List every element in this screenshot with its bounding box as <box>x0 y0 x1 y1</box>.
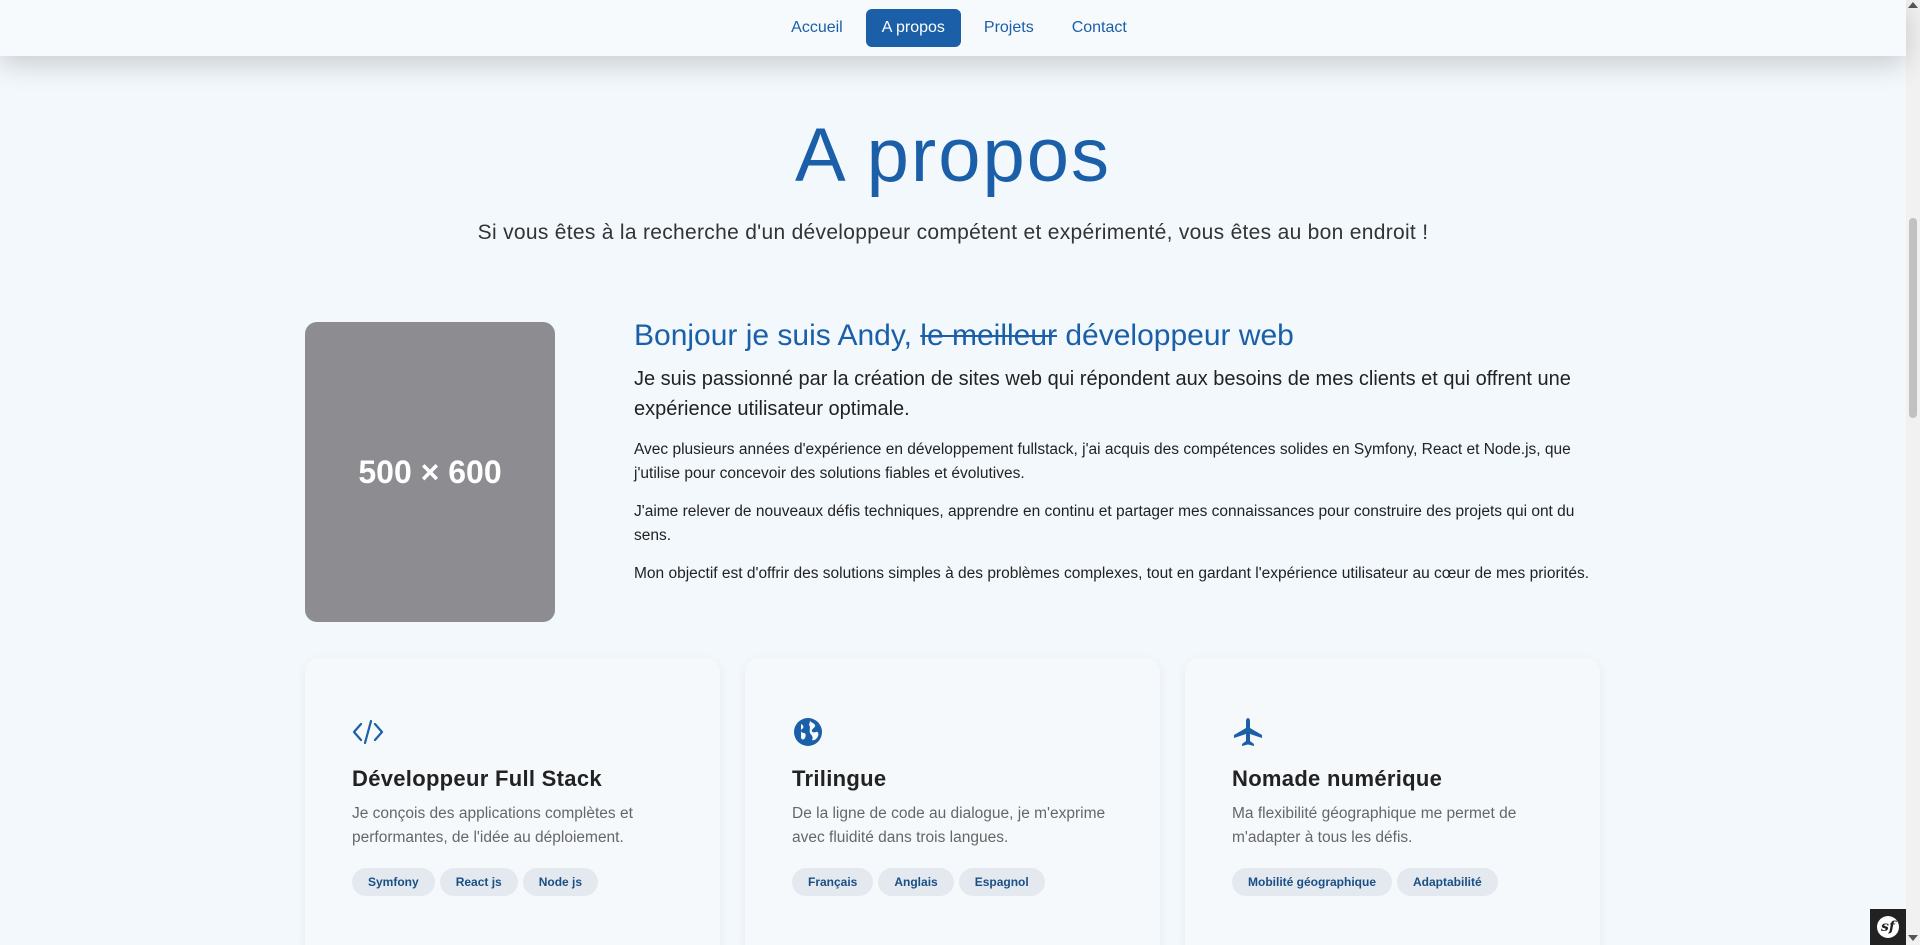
card-title: Nomade numérique <box>1232 766 1443 791</box>
tag-list <box>792 868 1113 896</box>
globe-icon <box>792 716 824 748</box>
card-title: Développeur Full Stack <box>352 766 602 791</box>
card-text: De la ligne de code au dialogue, je m'exprime avec fluidité dans trois langues. <box>792 805 1106 846</box>
tag-node: Node js <box>523 868 598 896</box>
placeholder-label: 500 × 600 <box>358 453 502 490</box>
intro-title <box>634 318 1604 354</box>
intro-section <box>634 318 1604 586</box>
card-trilingue <box>745 658 1160 945</box>
intro-paragraph-1: Avec plusieurs années d'expérience en développement fullstack, j'ai acquis des compétences solides en Symfony, React et Node.js, que j'utilise pour concevoir des solutions fiables et évolutives. <box>634 441 1571 482</box>
scroll-down-arrow-icon[interactable] <box>1908 935 1918 941</box>
symfony-debug-toolbar-toggle[interactable] <box>1870 909 1906 945</box>
intro-paragraph-2: J'aime relever de nouveaux défis techniques, apprendre en continu et partager mes connaissances pour construire des projets qui ont du sens. <box>634 503 1575 544</box>
page-scrollbar[interactable] <box>1906 0 1920 945</box>
tag-francais: Français <box>792 868 873 896</box>
page-title: A propos <box>795 113 1111 198</box>
profile-image-placeholder <box>305 322 555 622</box>
top-navbar <box>0 0 1906 56</box>
scroll-up-arrow-icon[interactable] <box>1908 2 1918 8</box>
card-title: Trilingue <box>792 766 887 791</box>
tag-adaptabilite: Adaptabilité <box>1397 868 1498 896</box>
code-icon <box>352 716 384 748</box>
nav-link-contact[interactable]: Contact <box>1071 19 1127 36</box>
tag-list <box>352 868 673 896</box>
nav-link-a-propos[interactable]: A propos <box>866 9 961 47</box>
intro-title-strikethrough: le meilleur <box>920 319 1058 352</box>
tag-react: React js <box>440 868 518 896</box>
page-subtitle: Si vous êtes à la recherche d'un développeur compétent et expérimenté, vous êtes au bon endroit ! <box>477 221 1429 244</box>
tag-espagnol: Espagnol <box>959 868 1045 896</box>
intro-title-before: Bonjour je suis Andy, <box>634 319 912 352</box>
tag-mobilite: Mobilité géographique <box>1232 868 1392 896</box>
card-nomade <box>1185 658 1600 945</box>
card-text: Je conçois des applications complètes et performantes, de l'idée au déploiement. <box>352 805 633 846</box>
tag-anglais: Anglais <box>878 868 953 896</box>
tag-list <box>1232 868 1553 896</box>
card-full-stack <box>305 658 720 945</box>
symfony-icon: sf <box>1877 916 1899 938</box>
nav-link-accueil[interactable]: Accueil <box>791 19 843 36</box>
plane-icon <box>1232 716 1264 748</box>
intro-lead: Je suis passionné par la création de sites web qui répondent aux besoins de mes clients et qui offrent une expérience utilisateur optimale. <box>634 368 1571 420</box>
card-text: Ma flexibilité géographique me permet de m'adapter à tous les défis. <box>1232 805 1517 846</box>
intro-paragraph-3: Mon objectif est d'offrir des solutions simples à des problèmes complexes, tout en gardant l'expérience utilisateur au cœur de mes priorités. <box>634 565 1590 582</box>
nav-list <box>776 9 1142 47</box>
nav-link-projets[interactable]: Projets <box>983 19 1034 36</box>
intro-title-after: développeur web <box>1065 319 1294 352</box>
tag-symfony: Symfony <box>352 868 435 896</box>
scroll-thumb[interactable] <box>1909 218 1917 418</box>
